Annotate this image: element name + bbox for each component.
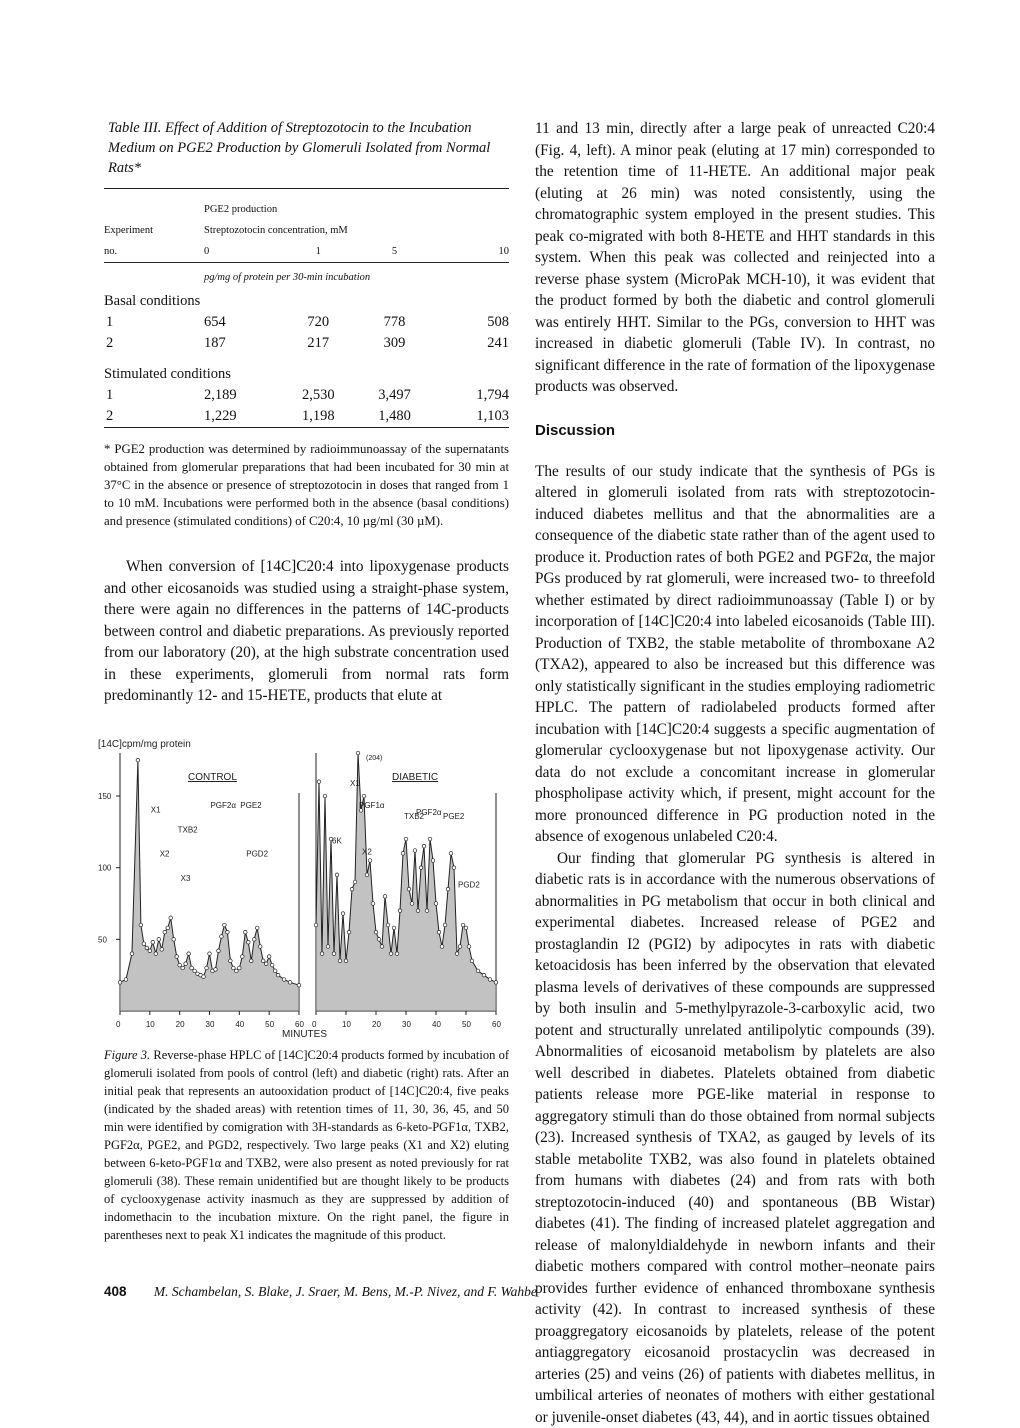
data-point [178,963,182,967]
peak-label: X3 [181,873,191,882]
x-tick-label: 0 [116,1020,121,1029]
data-point [130,951,134,955]
figure-caption-label: Figure 3. [104,1048,150,1062]
data-point [154,951,158,955]
data-point [276,973,280,977]
data-point [494,980,498,984]
peak-label: PGE2 [443,812,465,821]
data-point [458,944,462,948]
data-point [401,851,405,855]
data-point [320,951,324,955]
data-point [344,959,348,963]
data-point [184,961,188,965]
data-point [264,961,268,965]
concentration-label: Streptozotocin concentration, mM [204,220,509,241]
data-point [217,949,221,953]
data-point [419,865,423,869]
data-point [371,901,375,905]
data-point [368,858,372,862]
peak-label: PGF1α [359,801,385,810]
data-point [208,951,212,955]
data-point [223,923,227,927]
data-point [482,973,486,977]
peak-label: TXB2 [404,812,425,821]
right-paragraph-1: 11 and 13 min, directly after a large peak of unreacted C20:4 (Fig. 4, left). A minor peak (eluting at 17 min) corresponded to the retention time of 11-HETE. An additional major peak (eluting at 26 min) was noted consistently, using the chromatographic system employed in the present studies. This peak co-migrated with both 8-HETE and HHT standards in this system. When this peak was collected and reinjected into a reverse phase system (MicroPak MCH-10), it was evident that the product formed by both the diabetic and control glomeruli was entirely HHT. Similar to the PGs, conversion to HHT was increased in diabetic glomeruli (Table IV). In contrast, no significant difference in the rate of formation of the lipoxygenase products was observed. [535,118,935,398]
data-point [229,959,233,963]
data-point [380,944,384,948]
data-point [282,977,286,981]
data-point [341,911,345,915]
data-point [350,887,354,891]
data-point [220,934,224,938]
peak-label: X2 [362,847,372,856]
data-point [261,959,265,963]
section-title: Basal conditions [104,291,509,312]
data-point [314,923,318,927]
x-tick-label: 30 [206,1020,215,1029]
data-point [214,967,218,971]
right-column [535,118,935,1428]
data-point [323,794,327,798]
peak-label: PGE2 [240,801,262,810]
data-point [455,951,459,955]
data-point [175,954,179,958]
data-point [258,944,262,948]
x-tick-label: 30 [402,1020,411,1029]
table-row: 2 187 217 309 241 [104,333,509,354]
data-point [446,887,450,891]
peak-label: PGD2 [246,849,268,858]
data-point [136,758,140,762]
data-point [193,969,197,973]
y-axis-label: [14C]cpm/mg protein [98,739,191,750]
col-header: 0 [204,241,280,263]
table-row: 2 1,229 1,198 1,480 1,103 [104,406,509,428]
data-point [246,940,250,944]
data-point [163,930,167,934]
data-point [270,963,274,967]
section-heading: Discussion [535,422,935,439]
data-point [297,983,301,987]
experiment-label: Experiment [104,220,204,241]
data-point [407,887,411,891]
data-point [374,930,378,934]
data-point [317,779,321,783]
data-point [395,951,399,955]
data-point [335,873,339,877]
data-point [470,959,474,963]
data-point [118,980,122,984]
x-tick-label: 20 [176,1020,185,1029]
right-paragraph-3: Our finding that glomerular PG synthesis is altered in diabetic rats is in accordance with the numerous observations of abnormalities in PG metabolism that occur in both clinical and experimental diabetes. Increased release of PGE2 and prostaglandin I2 (PGI2) by adipocytes in rats with diabetic ketoacidosis has been inferred by the observation that elevated plasma levels of derivatives of these compounds are suppressed by both insulin and 5-methylpyrazole-3-carboxylic acid, two potent and structurally unrelated antilipolytic compounds (39). Abnormalities of eicosanoid metabolism by platelets are also well described in diabetes. Platelets obtained from diabetic patients release more PGE-like material in response to aggregatory stimuli than do those obtained from normal subjects (23). Increased synthesis of TXA2, as gauged by levels of its stable metabolite TXB2, was also found in platelets obtained from humans with diabetes (24) and from rats with both streptozotocin-induced (40) and spontaneous (BB Wistar) diabetes (41). The finding of increased platelet aggregation and release of malonyldialdehyde in newborn infants and their diabetic mothers compared with control mother–neonate pairs provides further evidence of enhanced thromboxane synthesis activity (42). In contrast to increased synthesis of these proaggregatory eicosanoids by platelets, release of the potent antiaggregatory eicosanoid prostacyclin was decreased in arteries (25) and veins (26) of patients with diabetes mellitus, in umbilical arteries of neonates of mothers with either gestational or juvenile-onset diabetes (43, 44), and in aortic tissues obtained [535,848,935,1428]
data-point [443,923,447,927]
data-point [404,837,408,841]
data-point [252,937,256,941]
table-caption: Table III. Effect of Addition of Streptozotocin to the Incubation Medium on PGE2 Production by Glomeruli Isolated from Normal Rats* [108,118,509,178]
data-point [190,966,194,970]
data-point [338,959,342,963]
x-tick-label: 50 [462,1020,471,1029]
data-point [362,794,366,798]
data-point [151,940,155,944]
data-point [241,954,245,958]
data-point [347,930,351,934]
data-point [413,848,417,852]
page-number: 408 [104,1284,127,1299]
series-area [120,760,299,1011]
x-tick-label: 40 [235,1020,244,1029]
hplc-figure [104,733,509,1038]
x-tick-label: 50 [265,1020,274,1029]
data-point [467,944,471,948]
data-point [267,954,271,958]
left-column [104,118,509,1244]
data-point [398,908,402,912]
x-tick-label: 40 [432,1020,441,1029]
data-point [431,858,435,862]
data-point [160,947,164,951]
table-footnote: * PGE2 production was determined by radioimmunoassay of the supernatants obtained from glomerular preparations that had been incubated for 30 min at 37°C in the absence or presence of streptozotocin in doses that ranged from 1 to 10 mM. Incubations were performed both in the absence (basal conditions) and presence (stimulated conditions) of C20:4, 10 µg/ml (30 µM). [104,440,509,530]
control-title: CONTROL [188,772,237,783]
data-point [235,969,239,973]
peak-label: PGD2 [458,880,480,889]
x-tick-label: 20 [372,1020,381,1029]
data-point [440,944,444,948]
data-point [142,941,146,945]
y-tick-label: 50 [98,935,107,944]
x1-note: (204) [366,755,382,762]
peak-label: 6K [332,836,342,845]
data-point [389,951,393,955]
data-point [476,969,480,973]
data-point [124,977,128,981]
data-point [273,969,277,973]
col-header: 5 [356,241,432,263]
peak-label: TXB2 [178,825,199,834]
data-point [249,959,253,963]
units-label: pg/mg of protein per 30-min incubation [204,263,509,292]
peak-label: X1 [350,779,360,788]
header-group: PGE2 production [204,199,509,220]
peak-label: PGF2α [416,807,442,816]
data-point [434,901,438,905]
x-tick-label: 0 [312,1020,317,1029]
x-tick-label: 10 [146,1020,155,1029]
footer-authors: M. Schambelan, S. Blake, J. Sraer, M. Bens, M.-P. Nivez, and F. Wahbe [154,1284,537,1299]
data-point [452,865,456,869]
x-tick-label: 60 [492,1020,501,1029]
col-header: 10 [433,241,509,263]
diabetic-title: DIABETIC [392,772,438,783]
data-point [410,901,414,905]
peak-label: X1 [151,805,161,814]
data-point [386,923,390,927]
data-point [238,966,242,970]
y-tick-label: 100 [98,863,112,872]
data-point [488,977,492,981]
data-point [449,851,453,855]
data-point [356,751,360,755]
data-point [145,946,149,950]
data-point [226,930,230,934]
y-tick-label: 150 [98,792,112,801]
data-point [232,966,236,970]
data-point [422,844,426,848]
data-point [464,926,468,930]
right-paragraph-2: The results of our study indicate that the synthesis of PGs is altered in glomeruli isolated from rats with streptozotocin-induced diabetes mellitus and that the abnormalities are a consequence of the diabetic state rather than of the agent used to produce it. Production rates of both PGE2 and PGF2α, the major PGs produced by rat glomeruli, were increased two- to threefold whether estimated by direct radioimmunoassay (Table I) or by incorporation of [14C]C20:4 into labeled eicosanoids (Table III). Production of TXB2, the stable metabolite of thromboxane A2 (TXA2), appeared to also be increased but this difference was only statistically significant in the studies employing radiometric HPLC. The pattern of radiolabeled products formed after incubation with [14C]C20:4 suggests a specific augmentation of glomerular cyclooxygenase but not lipoxygenase activity. Our data do not exclude a concomitant increase in glomerular phospholipase activity which, if present, might account for the more pronounced difference in PG production noted in the absence of exogenous unlabeled C20:4. [535,461,935,848]
data-point [425,908,429,912]
data-point [172,937,176,941]
peak-label: PGF2α [210,801,236,810]
x-tick-label: 10 [342,1020,351,1029]
data-point [202,974,206,978]
data-point [383,894,387,898]
data-point [205,966,209,970]
table-row: 1 2,189 2,530 3,497 1,794 [104,385,509,406]
data-point [244,930,248,934]
data-point [181,966,185,970]
data-point [288,980,292,984]
data-point [353,880,357,884]
x-tick-label: 60 [295,1020,304,1029]
figure-caption: Figure 3. Reverse-phase HPLC of [14C]C20:4 products formed by incubation of glomeruli isolated from pools of control (left) and diabetic (right) rats. After an initial peak that represents an autooxidation product of [14C]C20:4, five peaks (indicated by the shaded areas) with retention times of 11, 30, 36, 45, and 50 min were identified by comigration with 3H-standards as 6-keto-PGF1α, TXB2, PGF2α, PGE2, and PGD2, respectively. Two large peaks (X1 and X2) eluting between 6-keto-PGF1α and TXB2, were also present as noted previously for rat glomeruli (38). These remain unidentified but are thought likely to be products of cyclooxygenase activity inasmuch as they are suppressed by addition of indomethacin to the incubation mixture. On the right panel, the figure in parentheses next to peak X1 indicates the magnitude of this product. [104,1046,509,1244]
data-point [365,873,369,877]
no-label: no. [104,241,204,263]
data-point [157,937,161,941]
data-point [392,926,396,930]
left-paragraph: When conversion of [14C]C20:4 into lipoxygenase products and other eicosanoids was studied using a straight-phase system, there were again no differences in the patterns of 14C-products between control and diabetic preparations. As previously reported from our laboratory (20), at the high substrate concentration used in these experiments, glomeruli from normal rats form predominantly 12- and 15-HETE, products that elute at [104,556,509,707]
data-point [332,951,336,955]
data-point [416,908,420,912]
data-point [187,951,191,955]
data-point [461,923,465,927]
data-point [326,944,330,948]
table-row: 1 654 720 778 508 [104,312,509,333]
col-header: 1 [280,241,356,263]
page-footer [104,1284,537,1300]
data-point [148,949,152,953]
data-point [255,926,259,930]
data-point [437,930,441,934]
x-axis-label: MINUTES [282,1029,327,1040]
data-point [377,937,381,941]
data-table [104,189,509,428]
peak-label: X2 [160,849,170,858]
data-point [139,923,143,927]
data-point [169,916,173,920]
data-point [428,837,432,841]
section-title: Stimulated conditions [104,364,509,385]
data-point [166,926,170,930]
